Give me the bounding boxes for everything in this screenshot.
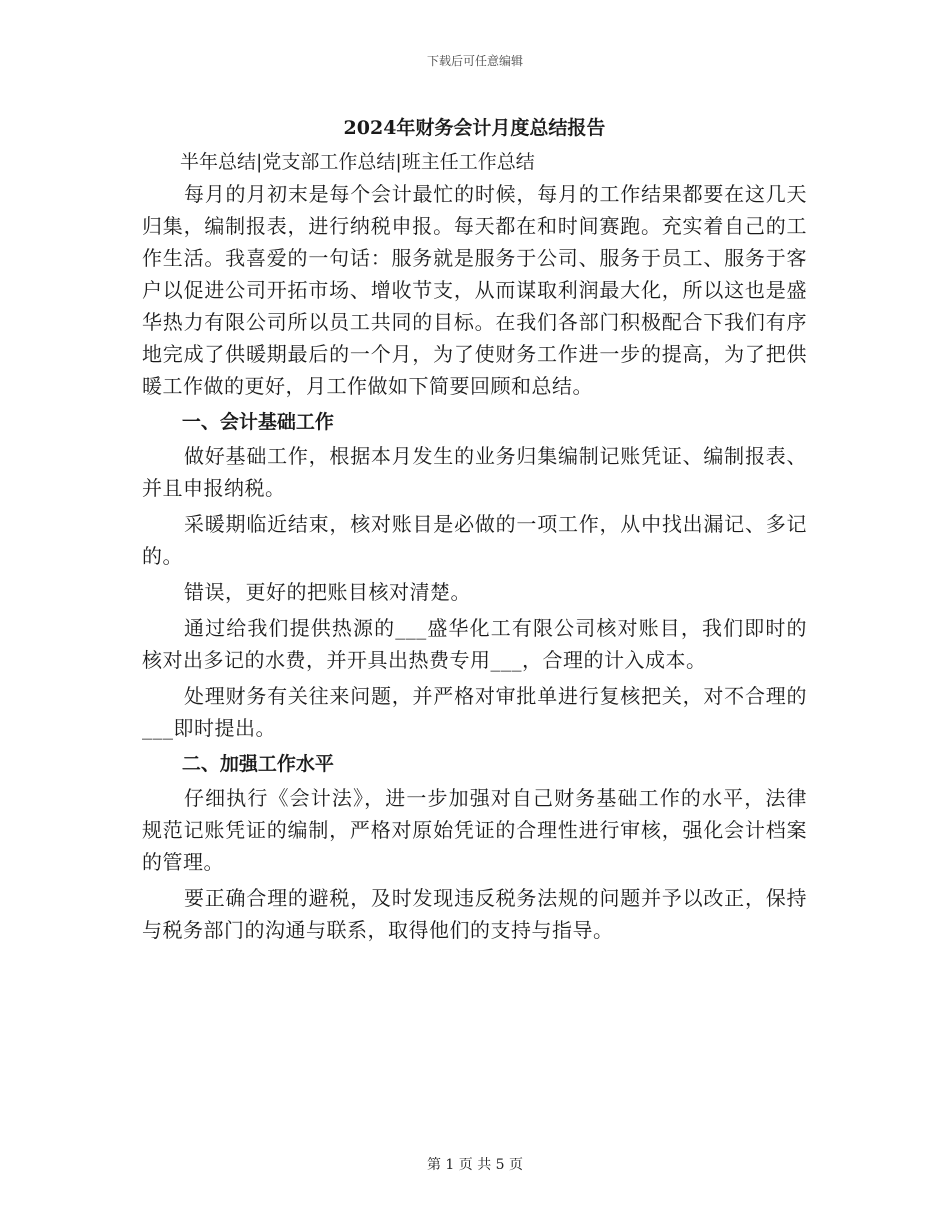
document-subtitle: 半年总结|党支部工作总结|班主任工作总结	[180, 151, 535, 173]
page-number: 第 1 页 共 5 页	[426, 1157, 524, 1173]
section-2-paragraph-1: 仔细执行《会计法》，进一步加强对自己财务基础工作的水平，法律规范记账凭证的编制，严格对原始凭证的合理性进行审核，强化会计档案的管理。	[142, 786, 807, 874]
document-body	[142, 112, 807, 946]
section-1-paragraph-3: 错误，更好的把账目核对清楚。	[184, 580, 471, 604]
document-title: 2024年财务会计月度总结报告	[343, 117, 606, 139]
section-1-paragraph-5: 处理财务有关往来问题，并严格对审批单进行复核把关，对不合理的___即时提出。	[142, 684, 807, 740]
section-2-paragraph-2: 要正确合理的避税，及时发现违反税务法规的问题并予以改正，保持与税务部门的沟通与联系，取得他们的支持与指导。	[142, 886, 807, 942]
header-note: 下载后可任意编辑	[426, 54, 523, 68]
section-1-paragraph-4: 通过给我们提供热源的___盛华化工有限公司核对账目，我们即时的核对出多记的水费，并开具出热费专用___，合理的计入成本。	[142, 616, 807, 672]
section-heading-2: 二、加强工作水平	[181, 753, 334, 775]
intro-paragraph: 每月的月初末是每个会计最忙的时候，每月的工作结果都要在这几天归集，编制报表，进行纳税申报。每天都在和时间赛跑。充实着自己的工作生活。我喜爱的一句话：服务就是服务于公司、服务于员工、服务于客户以促进公司开拓市场、增收节支，从而谋取利润最大化，所以这也是盛华热力有限公司所以员工共同的目标。在我们各部门积极配合下我们有序地完成了供暖期最后的一个月，为了使财务工作进一步的提高，为了把供暖工作做的更好，月工作做如下简要回顾和总结。	[142, 182, 807, 398]
section-heading-1: 一、会计基础工作	[181, 411, 334, 433]
section-1-paragraph-1: 做好基础工作，根据本月发生的业务归集编制记账凭证、编制报表、并且申报纳税。	[142, 444, 807, 500]
section-1-paragraph-2: 采暖期临近结束，核对账目是必做的一项工作，从中找出漏记、多记的。	[142, 512, 807, 568]
